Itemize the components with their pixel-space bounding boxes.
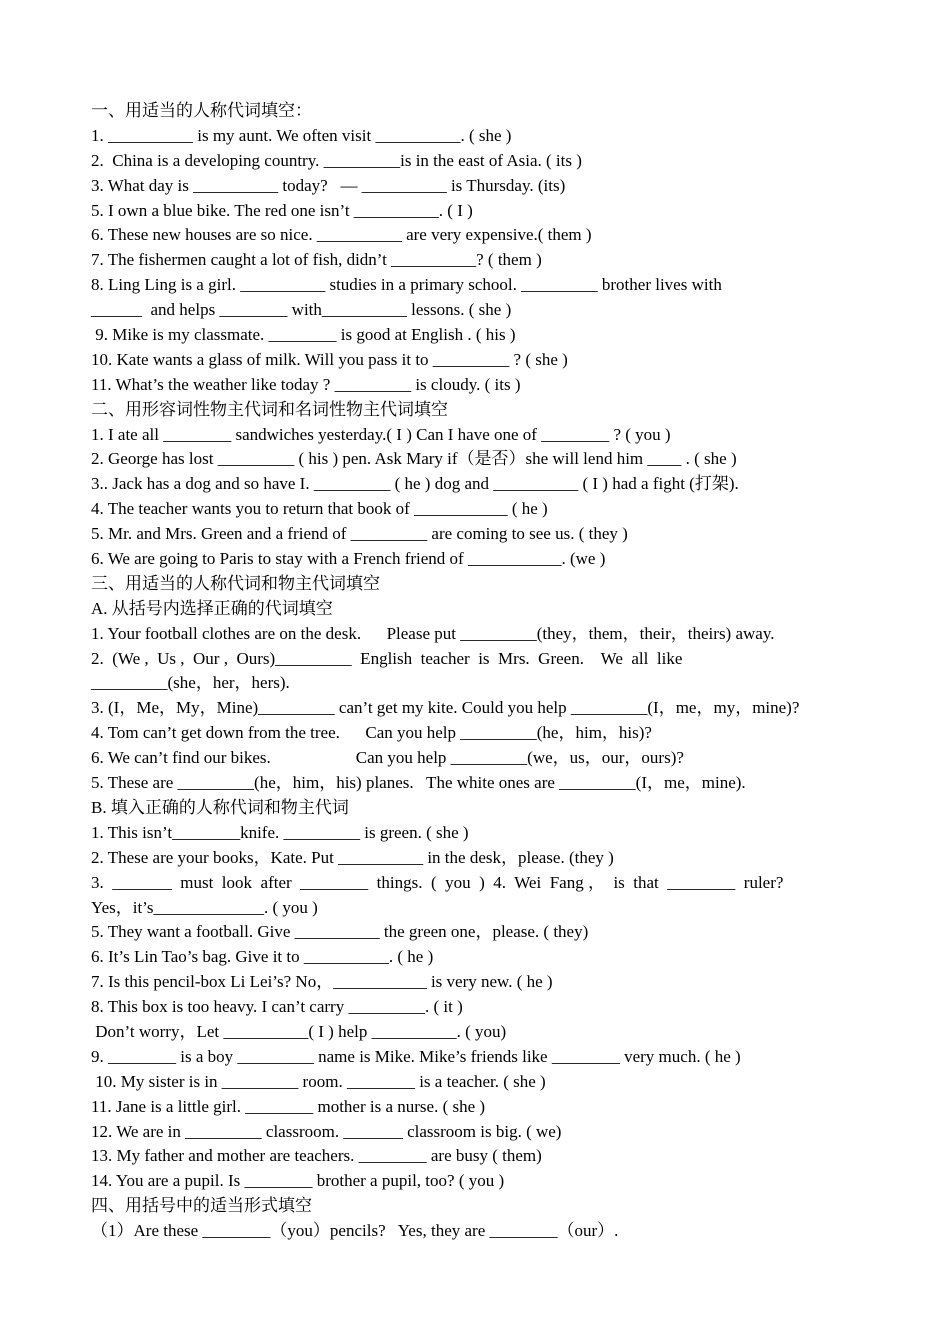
exercise-line: 6. It’s Lin Tao’s bag. Give it to __________. ( he ) — [91, 947, 434, 967]
exercise-line: 11. What’s the weather like today ? _________ is cloudy. ( its ) — [91, 374, 521, 394]
exercise-line: 1. I ate all ________ sandwiches yesterday.( I ) Can I have one of ________ ? ( you ) — [91, 424, 671, 444]
exercise-line: 5. These are _________(he，him，his) planes. The white ones are _________(I，me，mine). — [91, 773, 746, 793]
exercise-line: 11. Jane is a little girl. ________ mother is a nurse. ( she ) — [91, 1096, 486, 1116]
exercise-line: 3. (I，Me，My，Mine)_________ can’t get my kite. Could you help _________(I，me，my，mine)? — [91, 698, 800, 718]
exercise-line: 13. My father and mother are teachers. ________ are busy ( them) — [91, 1146, 542, 1166]
worksheet — [91, 99, 861, 1244]
exercise-line: 2. China is a developing country. _________is in the east of Asia. ( its ) — [91, 150, 582, 170]
exercise-line: 14. You are a pupil. Is ________ brother a pupil, too? ( you ) — [91, 1171, 505, 1191]
exercise-line: 1. This isn’t________knife. _________ is green. ( she ) — [91, 822, 469, 842]
exercise-line: 6. These new houses are so nice. __________ are very expensive.( them ) — [91, 225, 592, 245]
exercise-line: 5. I own a blue bike. The red one isn’t __________. ( I ) — [91, 200, 473, 220]
exercise-line: 4. Tom can’t get down from the tree. Can you help _________(he，him，his)? — [91, 723, 652, 743]
section-4-heading: 四、用括号中的适当形式填空 — [91, 1196, 312, 1216]
exercise-line: 6. We can’t find our bikes. Can you help _________(we，us，our，ours)? — [91, 748, 684, 768]
exercise-line: 9. Mike is my classmate. ________ is good at English . ( his ) — [91, 325, 516, 345]
exercise-line: 2. George has lost _________ ( his ) pen. Ask Mary if（是否）she will lend him ____ . ( she ) — [91, 449, 737, 469]
exercise-line: 10. Kate wants a glass of milk. Will you pass it to _________ ? ( she ) — [91, 349, 568, 369]
exercise-line: 8. Ling Ling is a girl. __________ studies in a primary school. _________ brother lives with — [91, 275, 722, 295]
exercise-line: 8. This box is too heavy. I can’t carry _________. ( it ) — [91, 997, 463, 1017]
exercise-line: 9. ________ is a boy _________ name is Mike. Mike’s friends like ________ very much. ( he ) — [91, 1046, 741, 1066]
exercise-line: 1. Your football clothes are on the desk. Please put _________(they，them，their，theirs) away. — [91, 623, 775, 643]
exercise-line: 2. (We , Us , Our , Ours)_________ English teacher is Mrs. Green. We all like — [91, 648, 683, 668]
exercise-line: 3. _______ must look after ________ things. ( you ) 4. Wei Fang ， is that ________ ruler? — [91, 872, 784, 892]
exercise-line: 3. What day is __________ today? — __________ is Thursday. (its) — [91, 175, 566, 195]
exercise-line: 5. Mr. and Mrs. Green and a friend of _________ are coming to see us. ( they ) — [91, 524, 628, 544]
exercise-line: 10. My sister is in _________ room. ________ is a teacher. ( she ) — [91, 1071, 546, 1091]
exercise-line: 5. They want a football. Give __________ the green one，please. ( they) — [91, 922, 589, 942]
exercise-line: ______ and helps ________ with__________ lessons. ( she ) — [91, 300, 512, 320]
exercise-line: Don’t worry，Let __________( I ) help __________. ( you) — [91, 1021, 507, 1041]
exercise-line: 7. The fishermen caught a lot of fish, didn’t __________? ( them ) — [91, 250, 542, 270]
exercise-line: Yes，it’s_____________. ( you ) — [91, 897, 318, 917]
exercise-line: （1）Are these ________（you）pencils? Yes, they are ________（our）. — [91, 1221, 619, 1241]
section-1-heading: 一、用适当的人称代词填空： — [91, 101, 312, 120]
exercise-line: 2. These are your books，Kate. Put __________ in the desk，please. (they ) — [91, 847, 614, 867]
exercise-line: 3.. Jack has a dog and so have I. _________ ( he ) dog and __________ ( I ) had a fight (打架). — [91, 474, 739, 494]
section-3-heading: 三、用适当的人称代词和物主代词填空 — [91, 573, 380, 593]
exercise-line: 6. We are going to Paris to stay with a French friend of ___________. (we ) — [91, 549, 606, 569]
subsection-b-heading: B. 填入正确的人称代词和物主代词 — [91, 797, 349, 817]
exercise-line: 1. __________ is my aunt. We often visit __________. ( she ) — [91, 125, 512, 145]
exercise-line: 12. We are in _________ classroom. _______ classroom is big. ( we) — [91, 1121, 562, 1141]
exercise-line: 4. The teacher wants you to return that book of ___________ ( he ) — [91, 499, 548, 519]
section-2-heading: 二、用形容词性物主代词和名词性物主代词填空 — [91, 399, 448, 419]
exercise-line: _________(she，her，hers). — [91, 673, 290, 693]
exercise-line: 7. Is this pencil-box Li Lei’s? No，___________ is very new. ( he ) — [91, 972, 553, 992]
subsection-a-heading: A. 从括号内选择正确的代词填空 — [91, 598, 333, 618]
